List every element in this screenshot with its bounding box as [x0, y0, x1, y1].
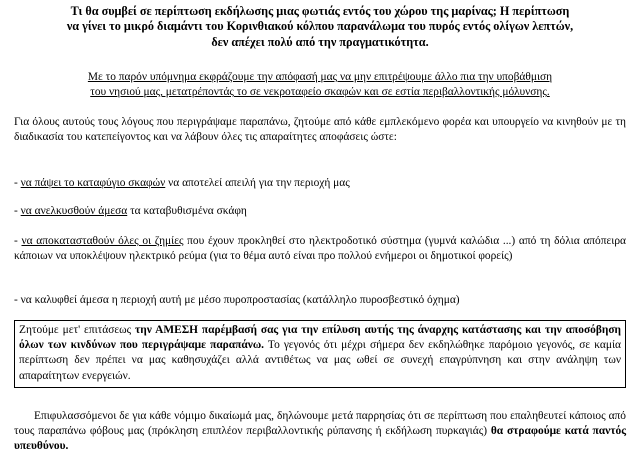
boxed-lead: Ζητούμε μετ' επιτάσεως	[19, 324, 136, 336]
list-item-text: που έχουν προκληθεί στο ηλεκτροδοτικό σύστημα (γυμνά καλώδια ...) από τη δόλια απόπειρα κάποιων να υποκλέψουν ηλεκτρικό ρεύμα (για το θέμα αυτό είναι προ πολλού ενήμεροι οι δημοτικοί φορείς)	[14, 235, 627, 263]
list-dash: -	[14, 294, 21, 306]
list-item-text: να καλυφθεί άμεσα η περιοχή αυτή με μέσο πυροπροστασίας (κατάλληλο πυροσβεστικό όχημα)	[20, 294, 460, 306]
boxed-text: Το γεγονός ότι μέχρι σήμερα δεν εκδηλώθηκε παρόμοιο γεγονός, σε καμία περίπτωση δεν πρέπει να μας καθησυχάζει αλλά αντιθέτως να μας ωθεί σε συνεχή επαγρύπνηση και στην ανάληψη των απαραίτητων ενεργειών.	[19, 339, 621, 382]
list-item	[14, 234, 626, 264]
list-dash: -	[14, 177, 21, 189]
memo-line-1: Με το παρόν υπόμνημα εκφράζουμε την απόφασή μας να μην επιτρέψουμε άλλο πια την υποβάθμιση	[87, 71, 553, 83]
memo-line-2: του νησιού μας, μετατρέποντάς το σε νεκροταφείο σκαφών και σε εστία περιβαλλοντικής μόλυνσης.	[90, 86, 550, 99]
memo-paragraph	[14, 70, 626, 100]
list-item-text: να αποτελεί απειλή για την περιοχή μας	[165, 177, 350, 189]
closing-paragraph	[14, 409, 626, 455]
list-item-text: τα καταβυθισμένα σκάφη	[127, 205, 247, 217]
intro-line-1: Τι θα συμβεί σε περίπτωση εκδήλωσης μιας φωτιάς εντός του χώρου της μαρίνας; Η περίπτωση	[70, 4, 570, 18]
list-dash: -	[14, 235, 22, 247]
boxed-request-paragraph	[14, 320, 626, 388]
request-text: Για όλους αυτούς τους λόγους που περιγράψαμε παραπάνω, ζητούμε από κάθε εμπλεκόμενο φορέα και υπουργείο να κινηθούν με τη διαδικασία του κατεπείγοντος και να λάβουν όλες τις απαραίτητες αποφάσεις ώστε:	[14, 116, 626, 144]
closing-emphasis: θα στραφούμε κατά παντός υπευθύνου.	[14, 425, 626, 453]
list-item-emphasis: να αποκατασταθούν όλες οι ζημίες	[21, 235, 184, 247]
request-paragraph	[14, 115, 626, 145]
list-dash: -	[14, 205, 21, 217]
intro-line-3: δεν απέχει πολύ από την πραγματικότητα.	[211, 34, 429, 49]
list-item	[14, 204, 626, 219]
list-item	[14, 293, 626, 308]
boxed-emphasis: την ΑΜΕΣΗ παρέμβασή σας για την επίλυση αυτής της άναρχης κατάστασης και την αποσόβηση όλων των κινδύνων που περιγράψαμε παραπάνω.	[19, 324, 621, 352]
list-item	[14, 176, 626, 191]
intro-paragraph	[14, 4, 626, 50]
list-item-emphasis: να ανελκυσθούν άμεσα	[20, 205, 128, 217]
closing-text: Επιφυλασσόμενοι δε για κάθε νόμιμο δικαίωμά μας, δηλώνουμε μετά παρρησίας ότι σε περίπτωση που επαληθευτεί κάποιος από τους παραπάνω φόβους μας (πρόκληση επιπλέον περιβαλλοντικής ρύπανσης ή εκδήλωση πυρκαγιάς)	[14, 410, 626, 438]
intro-line-2: να γίνει το μικρό διαμάντι του Κορινθιακού κόλπου παρανάλωμα του πυρός εντός ολίγων λεπτών,	[66, 19, 574, 34]
list-item-emphasis: να πάψει το καταφύγιο σκαφών	[20, 177, 166, 189]
